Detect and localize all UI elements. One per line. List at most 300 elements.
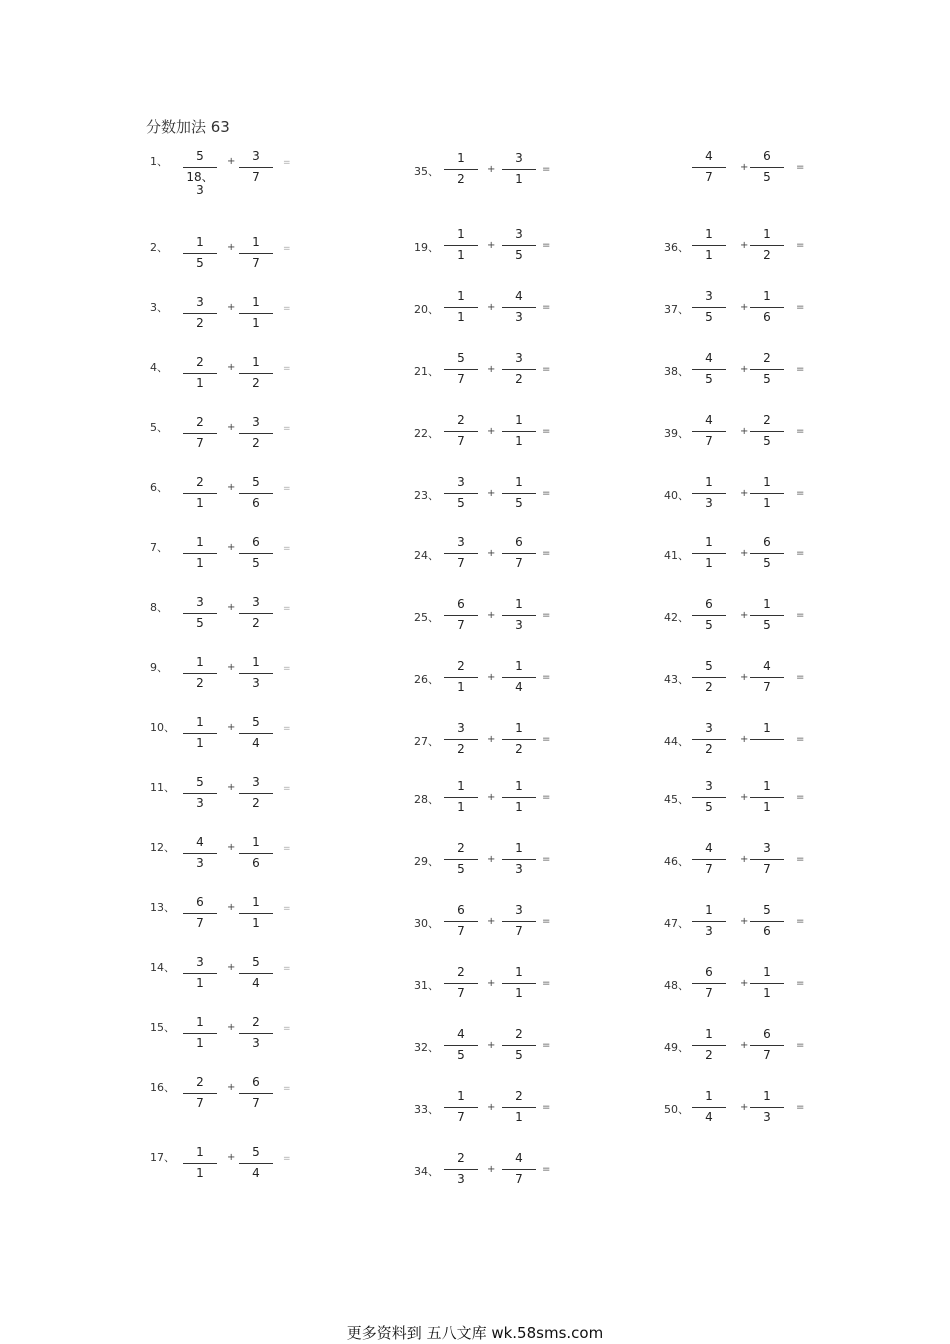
fraction-bar xyxy=(692,431,726,432)
fraction xyxy=(183,356,217,402)
denominator: 1 xyxy=(196,1036,204,1050)
problem-number: 13、 xyxy=(150,901,175,914)
fraction xyxy=(692,352,726,398)
numerator: 4 xyxy=(705,841,713,855)
denominator: 7 xyxy=(457,434,465,448)
fraction-bar xyxy=(183,973,217,974)
problem-number: 44、 xyxy=(664,735,689,748)
numerator: 1 xyxy=(196,655,204,669)
numerator: 2 xyxy=(457,965,465,979)
fraction-bar xyxy=(692,167,726,168)
problem-item xyxy=(414,1028,674,1078)
denominator: 1 xyxy=(457,800,465,814)
numerator: 1 xyxy=(196,535,204,549)
problem-number: 46、 xyxy=(664,855,689,868)
fraction-bar xyxy=(239,853,273,854)
fraction xyxy=(444,414,478,460)
fraction xyxy=(444,290,478,336)
fraction-bar xyxy=(183,733,217,734)
denominator: 2 xyxy=(457,172,465,186)
fraction xyxy=(750,352,784,398)
plus-sign: + xyxy=(740,610,749,621)
fraction xyxy=(502,536,536,582)
numerator: 1 xyxy=(515,721,523,735)
fraction-bar xyxy=(239,673,273,674)
plus-sign: + xyxy=(227,156,236,167)
numerator: 3 xyxy=(252,415,260,429)
equals-sign: = xyxy=(542,240,551,251)
numerator: 5 xyxy=(252,715,260,729)
fraction-bar xyxy=(239,793,273,794)
fraction xyxy=(502,598,536,644)
fraction xyxy=(239,416,273,462)
problem-number: 15、 xyxy=(150,1021,175,1034)
denominator: 2 xyxy=(515,742,523,756)
equals-sign: = xyxy=(796,240,805,251)
equals-sign: = xyxy=(283,304,291,314)
problem-number: 39、 xyxy=(664,427,689,440)
denominator: 2 xyxy=(196,316,204,330)
fraction xyxy=(444,1028,478,1074)
denominator: 2 xyxy=(705,742,713,756)
problem-number: 40、 xyxy=(664,489,689,502)
fraction xyxy=(750,228,784,274)
fraction-bar xyxy=(183,313,217,314)
plus-sign: + xyxy=(740,734,749,745)
fraction xyxy=(692,598,726,644)
fraction-bar xyxy=(502,797,536,798)
fraction xyxy=(183,236,217,282)
denominator: 1 xyxy=(196,1166,204,1180)
denominator: 7 xyxy=(457,372,465,386)
fraction-bar xyxy=(692,615,726,616)
plus-sign: + xyxy=(487,978,496,989)
fraction-bar xyxy=(183,793,217,794)
fraction xyxy=(502,414,536,460)
problem-item xyxy=(664,290,924,340)
fraction xyxy=(239,836,273,882)
plus-sign: + xyxy=(487,734,496,745)
fraction-bar xyxy=(692,369,726,370)
fraction xyxy=(502,1028,536,1074)
numerator: 1 xyxy=(457,227,465,241)
numerator: 2 xyxy=(252,1015,260,1029)
fraction xyxy=(502,780,536,826)
fraction xyxy=(750,290,784,336)
fraction-bar xyxy=(750,307,784,308)
problem-number: 5、 xyxy=(150,421,168,434)
fraction-bar xyxy=(239,1093,273,1094)
numerator: 2 xyxy=(763,351,771,365)
problem-item xyxy=(150,776,410,826)
equals-sign: = xyxy=(283,904,291,914)
fraction xyxy=(692,904,726,950)
problem-item xyxy=(664,598,924,648)
fraction xyxy=(750,966,784,1012)
denominator: 7 xyxy=(705,170,713,184)
numerator: 2 xyxy=(457,659,465,673)
problem-item xyxy=(414,904,674,954)
fraction-bar xyxy=(502,1107,536,1108)
problem-item xyxy=(150,896,410,946)
fraction-bar xyxy=(750,921,784,922)
problem-number: 43、 xyxy=(664,673,689,686)
fraction-bar xyxy=(444,245,478,246)
problem-number: 49、 xyxy=(664,1041,689,1054)
numerator: 4 xyxy=(763,659,771,673)
fraction xyxy=(502,152,536,198)
equals-sign: = xyxy=(283,484,291,494)
fraction-bar xyxy=(750,369,784,370)
denominator: 5 xyxy=(196,256,204,270)
fraction-bar xyxy=(183,1033,217,1034)
denominator: 5 xyxy=(457,496,465,510)
fraction xyxy=(183,416,217,462)
denominator: 3 xyxy=(705,496,713,510)
problem-item xyxy=(414,842,674,892)
problem-number: 6、 xyxy=(150,481,168,494)
plus-sign: + xyxy=(740,426,749,437)
problem-item xyxy=(664,228,924,278)
plus-sign: + xyxy=(227,302,236,313)
fraction-bar xyxy=(444,553,478,554)
problem-number: 30、 xyxy=(414,917,439,930)
problem-item xyxy=(150,1076,410,1126)
denominator: 5 xyxy=(515,1048,523,1062)
fraction-bar xyxy=(502,1169,536,1170)
fraction xyxy=(444,152,478,198)
fraction-bar xyxy=(183,913,217,914)
fraction-bar xyxy=(183,673,217,674)
numerator: 1 xyxy=(196,1015,204,1029)
problem-item xyxy=(150,356,410,406)
problem-item xyxy=(414,1090,674,1140)
equals-sign: = xyxy=(283,784,291,794)
numerator: 1 xyxy=(515,659,523,673)
plus-sign: + xyxy=(740,302,749,313)
numerator: 1 xyxy=(763,475,771,489)
numerator: 6 xyxy=(705,965,713,979)
problem-item xyxy=(150,596,410,646)
equals-sign: = xyxy=(796,426,805,437)
fraction xyxy=(502,722,536,768)
problem-item xyxy=(664,1090,924,1140)
equals-sign: = xyxy=(796,792,805,803)
numerator: 2 xyxy=(196,415,204,429)
fraction xyxy=(183,716,217,762)
numerator: 1 xyxy=(763,227,771,241)
equals-sign: = xyxy=(542,1040,551,1051)
numerator: 6 xyxy=(763,149,771,163)
plus-sign: + xyxy=(740,916,749,927)
fraction-bar xyxy=(692,677,726,678)
fraction xyxy=(444,842,478,888)
numerator: 1 xyxy=(763,779,771,793)
numerator: 1 xyxy=(705,227,713,241)
plus-sign: + xyxy=(487,792,496,803)
numerator: 4 xyxy=(515,289,523,303)
plus-sign: + xyxy=(227,962,236,973)
equals-sign: = xyxy=(796,916,805,927)
numerator: 1 xyxy=(196,715,204,729)
problem-number: 10、 xyxy=(150,721,175,734)
equals-sign: = xyxy=(542,792,551,803)
fraction xyxy=(502,476,536,522)
numerator: 2 xyxy=(196,475,204,489)
fraction xyxy=(692,660,726,706)
fraction-bar xyxy=(183,553,217,554)
fraction xyxy=(444,536,478,582)
fraction-bar xyxy=(692,1045,726,1046)
denominator: 7 xyxy=(196,1096,204,1110)
fraction xyxy=(750,150,784,196)
problem-item xyxy=(414,780,674,830)
equals-sign: = xyxy=(283,844,291,854)
equals-sign: = xyxy=(542,548,551,559)
plus-sign: + xyxy=(487,240,496,251)
fraction xyxy=(183,896,217,942)
problem-number: 48、 xyxy=(664,979,689,992)
denominator: 1 xyxy=(515,1110,523,1124)
equals-sign: = xyxy=(796,1040,805,1051)
numerator: 6 xyxy=(763,535,771,549)
numerator: 3 xyxy=(515,151,523,165)
fraction-bar xyxy=(239,1163,273,1164)
plus-sign: + xyxy=(740,162,749,173)
fraction-bar xyxy=(502,615,536,616)
plus-sign: + xyxy=(487,426,496,437)
problem-item xyxy=(414,1152,674,1202)
problem-number: 33、 xyxy=(414,1103,439,1116)
fraction xyxy=(183,150,217,196)
fraction xyxy=(183,836,217,882)
numerator: 3 xyxy=(196,295,204,309)
plus-sign: + xyxy=(227,1022,236,1033)
plus-sign: + xyxy=(227,482,236,493)
denominator: 2 xyxy=(763,248,771,262)
numerator: 5 xyxy=(252,1145,260,1159)
numerator: 3 xyxy=(196,595,204,609)
problem-item xyxy=(414,536,674,586)
denominator: 1 xyxy=(515,986,523,1000)
fraction xyxy=(750,414,784,460)
fraction-bar xyxy=(444,1169,478,1170)
denominator: 4 xyxy=(515,680,523,694)
problem-item xyxy=(150,536,410,586)
denominator: 7 xyxy=(252,170,260,184)
fraction-bar xyxy=(750,245,784,246)
numerator: 1 xyxy=(515,413,523,427)
denominator: 1 xyxy=(705,556,713,570)
denominator: 5 xyxy=(763,434,771,448)
problem-item xyxy=(664,352,924,402)
fraction xyxy=(750,598,784,644)
numerator: 1 xyxy=(705,1089,713,1103)
denominator: 2 xyxy=(196,676,204,690)
numerator: 5 xyxy=(763,903,771,917)
fraction-bar xyxy=(502,921,536,922)
fraction xyxy=(750,722,784,768)
fraction-bar xyxy=(692,1107,726,1108)
fraction xyxy=(750,904,784,950)
denominator: 7 xyxy=(252,256,260,270)
denominator: 5 xyxy=(763,372,771,386)
equals-sign: = xyxy=(283,1084,291,1094)
numerator: 6 xyxy=(196,895,204,909)
denominator: 2 xyxy=(252,616,260,630)
numerator: 1 xyxy=(705,903,713,917)
numerator: 1 xyxy=(457,779,465,793)
fraction-bar xyxy=(750,677,784,678)
numerator: 2 xyxy=(457,1151,465,1165)
denominator: 7 xyxy=(515,924,523,938)
plus-sign: + xyxy=(740,548,749,559)
numerator: 3 xyxy=(457,721,465,735)
denominator: 7 xyxy=(705,862,713,876)
problem-number: 14、 xyxy=(150,961,175,974)
plus-sign: + xyxy=(487,164,496,175)
denominator: 3 xyxy=(252,676,260,690)
problem-number: 35、 xyxy=(414,165,439,178)
problem-item xyxy=(664,780,924,830)
denominator: 7 xyxy=(457,924,465,938)
denominator: 1 xyxy=(252,316,260,330)
equals-sign: = xyxy=(796,1102,805,1113)
denominator: 5 xyxy=(515,496,523,510)
fraction xyxy=(692,722,726,768)
equals-sign: = xyxy=(796,162,805,173)
numerator: 2 xyxy=(457,841,465,855)
problem-number: 11、 xyxy=(150,781,175,794)
fraction xyxy=(444,476,478,522)
fraction-bar xyxy=(239,913,273,914)
problem-number: 37、 xyxy=(664,303,689,316)
fraction-bar xyxy=(239,433,273,434)
equals-sign: = xyxy=(542,734,551,745)
problem-item xyxy=(150,1016,410,1066)
numerator: 1 xyxy=(252,895,260,909)
equals-sign: = xyxy=(283,544,291,554)
problem-number: 25、 xyxy=(414,611,439,624)
equals-sign: = xyxy=(283,604,291,614)
problem-item xyxy=(664,536,924,586)
denominator: 5 xyxy=(457,862,465,876)
denominator: 1 xyxy=(196,496,204,510)
numerator: 5 xyxy=(252,475,260,489)
denominator: 5 xyxy=(763,170,771,184)
fraction xyxy=(502,1152,536,1198)
problem-number: 22、 xyxy=(414,427,439,440)
equals-sign: = xyxy=(796,548,805,559)
problem-item xyxy=(150,236,410,286)
fraction xyxy=(502,290,536,336)
plus-sign: + xyxy=(487,1040,496,1051)
equals-sign: = xyxy=(542,916,551,927)
numerator: 1 xyxy=(515,779,523,793)
equals-sign: = xyxy=(796,364,805,375)
problem-item xyxy=(664,966,924,1016)
denominator: 2 xyxy=(252,436,260,450)
equals-sign: = xyxy=(283,664,291,674)
denominator: 1 xyxy=(763,496,771,510)
denominator: 3 xyxy=(515,310,523,324)
denominator: 1 xyxy=(515,434,523,448)
numerator: 1 xyxy=(705,475,713,489)
problem-item xyxy=(150,150,410,200)
numerator: 1 xyxy=(252,835,260,849)
numerator: 6 xyxy=(252,1075,260,1089)
fraction xyxy=(444,660,478,706)
fraction-bar xyxy=(444,859,478,860)
denominator: 3 xyxy=(252,1036,260,1050)
problem-number: 17、 xyxy=(150,1151,175,1164)
plus-sign: + xyxy=(227,542,236,553)
problem-item xyxy=(414,352,674,402)
numerator: 1 xyxy=(763,965,771,979)
numerator: 4 xyxy=(515,1151,523,1165)
numerator: 2 xyxy=(196,355,204,369)
problem-number: 45、 xyxy=(664,793,689,806)
problem-number: 29、 xyxy=(414,855,439,868)
denominator: 7 xyxy=(457,618,465,632)
numerator: 3 xyxy=(457,475,465,489)
problem-number: 42、 xyxy=(664,611,689,624)
fraction-bar xyxy=(239,613,273,614)
problem-number: 9、 xyxy=(150,661,168,674)
plus-sign: + xyxy=(227,362,236,373)
numerator: 3 xyxy=(705,721,713,735)
numerator: 4 xyxy=(705,351,713,365)
fraction xyxy=(239,476,273,522)
denominator: 3 xyxy=(515,862,523,876)
problem-item xyxy=(150,476,410,526)
problem-item xyxy=(414,152,674,202)
denominator: 1 xyxy=(196,556,204,570)
fraction xyxy=(444,722,478,768)
problem-item xyxy=(414,290,674,340)
plus-sign: + xyxy=(740,240,749,251)
problem-item xyxy=(414,476,674,526)
numerator: 2 xyxy=(515,1089,523,1103)
fraction xyxy=(692,228,726,274)
denominator: 6 xyxy=(763,310,771,324)
problem-item xyxy=(414,414,674,464)
numerator: 6 xyxy=(515,535,523,549)
plus-sign: + xyxy=(227,422,236,433)
fraction-bar xyxy=(183,1163,217,1164)
fraction-bar xyxy=(692,493,726,494)
numerator: 6 xyxy=(763,1027,771,1041)
plus-sign: + xyxy=(740,978,749,989)
numerator: 5 xyxy=(705,659,713,673)
fraction-bar xyxy=(444,677,478,678)
numerator: 1 xyxy=(705,1027,713,1041)
fraction-bar xyxy=(750,167,784,168)
equals-sign: = xyxy=(283,724,291,734)
numerator: 3 xyxy=(705,779,713,793)
numerator: 1 xyxy=(252,355,260,369)
denominator: 6 xyxy=(252,856,260,870)
fraction xyxy=(502,660,536,706)
numerator: 1 xyxy=(252,235,260,249)
problem-number: 7、 xyxy=(150,541,168,554)
fraction-bar xyxy=(239,493,273,494)
fraction-bar xyxy=(750,859,784,860)
denominator: 3 xyxy=(457,1172,465,1186)
plus-sign: + xyxy=(487,672,496,683)
fraction-bar xyxy=(239,167,273,168)
plus-sign: + xyxy=(740,1102,749,1113)
